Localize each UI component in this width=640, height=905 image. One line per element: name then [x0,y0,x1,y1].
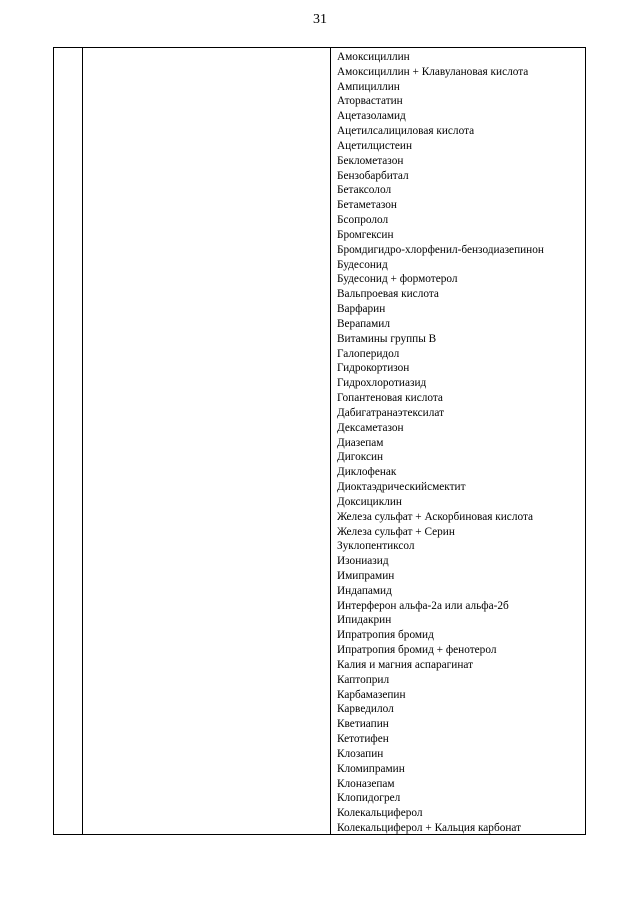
column-divider-1 [82,48,83,834]
drug-list-item: Диоктаэдрическийсмектит [337,481,466,494]
drug-list-item: Калия и магния аспарагинат [337,658,474,671]
drug-list-item: Карбамазепин [337,688,406,701]
drug-list-item: Вальпроевая кислота [337,288,439,301]
page-number: 31 [313,12,327,27]
drug-list-item: Варфарин [337,303,386,316]
drug-list-item: Кветиапин [337,718,389,731]
column-divider-2 [330,48,331,834]
drug-list-item: Железа сульфат + Серин [337,525,455,538]
drug-list-item: Бензобарбитал [337,169,409,182]
drug-list-item: Бетаксолол [337,184,392,197]
drug-list-item: Гидрокортизон [337,362,410,375]
drug-list-item: Ампициллин [337,80,400,93]
drug-table [53,47,586,835]
drug-list-item: Дабигатранаэтексилат [337,406,445,419]
drug-list-item: Колекальциферол + Кальция карбонат [337,822,522,835]
drug-list-item: Каптоприл [337,673,390,686]
drug-list-item: Гидрохлоротиазид [337,377,427,390]
drug-list-item: Бсопролол [337,214,389,227]
drug-list-item: Кетотифен [337,733,389,746]
drug-list-item: Имипрамин [337,569,395,582]
drug-list-item: Бромдигидро-хлорфенил-бензодиазепинон [337,243,544,256]
drug-list [337,50,585,836]
drug-list-item: Витамины группы В [337,332,437,345]
drug-list-item: Железа сульфат + Аскорбиновая кислота [337,510,534,523]
drug-list-item: Ацетилцистеин [337,139,412,152]
drug-list-item: Колекальциферол [337,807,423,820]
drug-list-item: Будесонид [337,258,388,271]
drug-list-item: Ацетилсалициловая кислота [337,125,475,138]
drug-list-item: Клозапин [337,747,384,760]
drug-list-item: Ипидакрин [337,614,392,627]
drug-list-item: Амоксициллин [337,51,410,63]
drug-list-item: Будесонид + формотерол [337,273,458,286]
drug-list-item: Клопидогрел [337,792,401,805]
drug-list-item: Амоксициллин + Клавулановая кислота [337,65,529,78]
drug-list-item: Галоперидол [337,347,400,360]
drug-list-item: Беклометазон [337,154,404,167]
drug-list-item: Ипратропия бромид + фенотерол [337,644,497,657]
drug-list-item: Доксициклин [337,495,402,508]
drug-list-item: Дигоксин [337,451,384,464]
drug-list-item: Верапамил [337,317,390,330]
drug-list-item: Индапамид [337,584,392,597]
drug-list-item: Ипратропия бромид [337,629,434,642]
drug-list-item: Клоназепам [337,777,395,790]
drug-list-item: Изониазид [337,555,389,568]
drug-list-item: Диклофенак [337,466,397,479]
drug-list-item: Ацетазоламид [337,110,406,123]
drug-list-item: Бромгексин [337,228,394,241]
drug-list-item: Дексаметазон [337,421,404,434]
drug-list-item: Кломипрамин [337,762,405,775]
drug-list-item: Зуклопентиксол [337,540,415,553]
drug-list-item: Гопантеновая кислота [337,392,443,405]
drug-list-item: Диазепам [337,436,384,449]
drug-list-item: Интерферон альфа-2а или альфа-2б [337,599,509,612]
drug-list-item: Аторвастатин [337,95,403,108]
drug-list-item: Карведилол [337,703,394,716]
drug-list-item: Бетаметазон [337,199,397,212]
